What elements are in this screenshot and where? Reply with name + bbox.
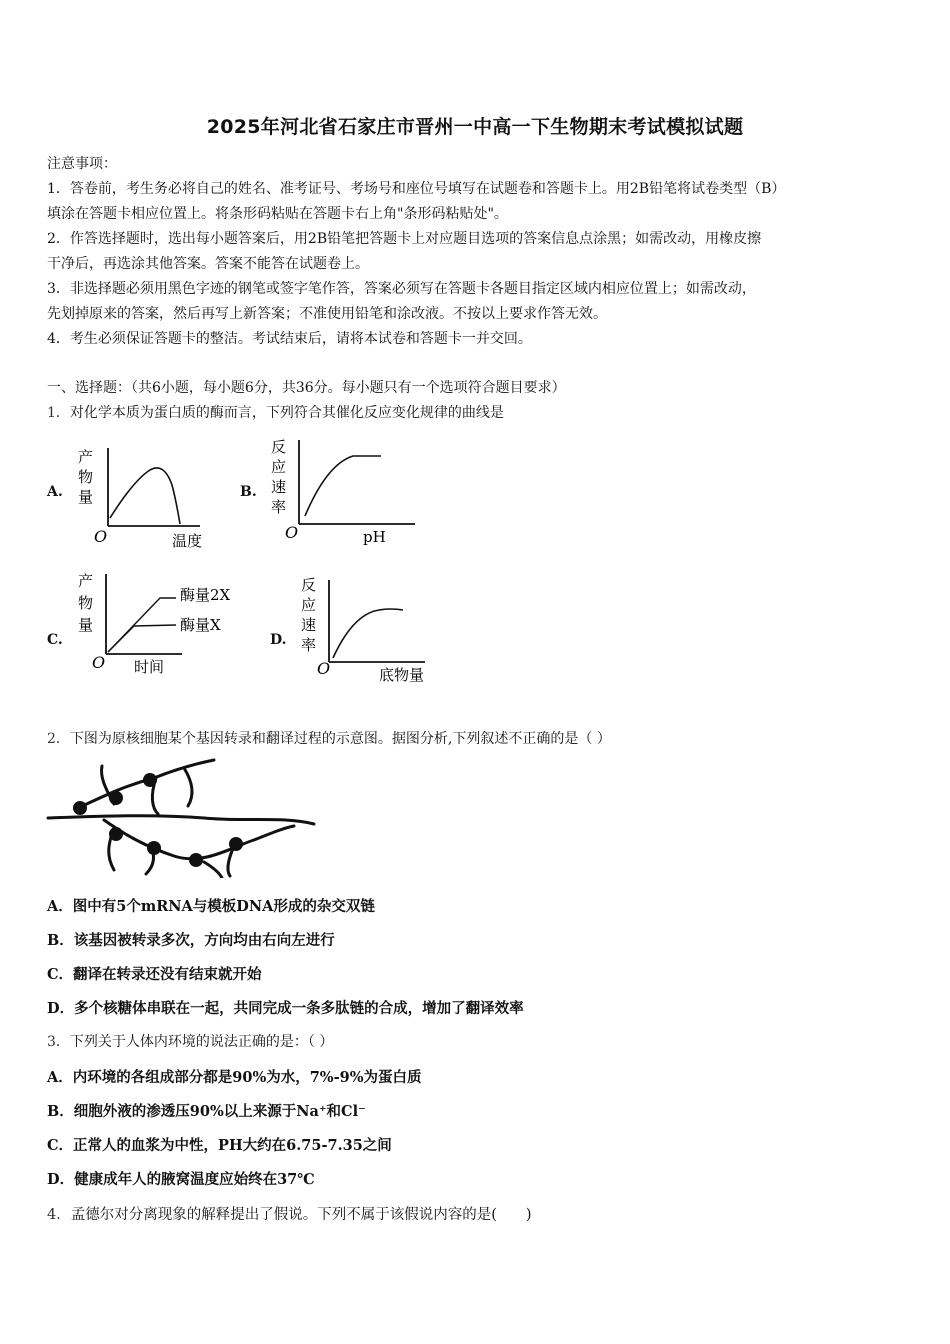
- option-letter: C．: [47, 966, 74, 983]
- mrna-lower: [104, 820, 294, 859]
- question-stem: 下列关于人体内环境的说法正确的是：（ ）: [69, 1034, 334, 1050]
- graph-a-origin: O: [94, 527, 108, 546]
- question-4: [47, 1203, 532, 1224]
- notice-line: 2．作答选择题时，选出每小题答案后，用2B铅笔把答题卡上对应题目选项的答案信息点涂黑；如需改动，用橡皮擦: [47, 231, 762, 247]
- section-heading: 一、选择题：（共6小题，每小题6分，共36分。每小题只有一个选项符合题目要求）: [47, 380, 566, 396]
- transcription-translation-diagram: [44, 756, 324, 878]
- q2-option-d[interactable]: [47, 997, 524, 1018]
- graph-d-ylabel: 速: [301, 616, 317, 634]
- option-text: 多个核糖体串联在一起，共同完成一条多肽链的合成，增加了翻译效率: [74, 1000, 524, 1017]
- question-number: 3．: [47, 1034, 70, 1050]
- ribosome: [109, 791, 123, 805]
- option-letter: C．: [47, 1137, 74, 1154]
- graph-b-ylabel: 速: [271, 478, 287, 496]
- question-stem: 下图为原核细胞某个基因转录和翻译过程的示意图。据图分析,下列叙述不正确的是（ ）: [69, 731, 611, 747]
- graph-c-ylabel: 量: [78, 616, 94, 634]
- q3-option-a[interactable]: [47, 1066, 421, 1087]
- q3-option-b[interactable]: [47, 1100, 366, 1121]
- graph-a-ylabel: 物: [78, 468, 94, 486]
- question-1: [47, 402, 504, 422]
- graph-c-label: C.: [47, 632, 63, 648]
- option-text: 正常人的血浆为中性，PH大约在6.75-7.35之间: [73, 1137, 392, 1154]
- graph-d-xlabel: 底物量: [379, 666, 425, 684]
- graph-c-ylabel: 物: [78, 594, 94, 612]
- graph-a-xlabel: 温度: [172, 532, 203, 550]
- graph-c-xlabel: 时间: [134, 658, 165, 676]
- graph-d: [295, 574, 455, 690]
- graph-c-origin: O: [92, 653, 106, 672]
- graph-a-label: A.: [47, 484, 63, 500]
- question-3: [47, 1031, 333, 1051]
- ribosome: [143, 773, 157, 787]
- dna-strand: [48, 816, 314, 824]
- graph-c-legend-2x: 酶量2X: [180, 586, 231, 604]
- option-text: 该基因被转录多次，方向均由右向左进行: [73, 932, 335, 949]
- q2-option-c[interactable]: [47, 963, 262, 984]
- option-text: 健康成年人的腋窝温度应始终在37℃: [74, 1171, 315, 1188]
- notice-heading: 注意事项：: [47, 156, 117, 172]
- notice-line: 干净后，再选涂其他答案。答案不能答在试题卷上。: [47, 256, 369, 272]
- question-number: 4．: [47, 1207, 71, 1223]
- ribosome: [189, 853, 203, 867]
- page-title: 2025年河北省石家庄市晋州一中高一下生物期末考试模拟试题: [206, 116, 744, 138]
- question-2: [47, 728, 611, 748]
- ribosome: [73, 801, 87, 815]
- option-letter: B．: [47, 932, 74, 949]
- question-stem: 对化学本质为蛋白质的酶而言，下列符合其催化反应变化规律的曲线是: [69, 405, 504, 421]
- graph-c-curve-x: [108, 625, 176, 652]
- graph-a-ylabel: 量: [78, 488, 94, 506]
- graph-a-curve: [110, 468, 180, 524]
- option-letter: A．: [47, 1069, 73, 1086]
- graph-d-curve: [333, 609, 403, 658]
- notice-line: 4．考生必须保证答题卡的整洁。考试结束后，请将本试卷和答题卡一并交回。: [47, 331, 532, 347]
- polypeptide: [204, 862, 222, 878]
- option-letter: B．: [47, 1103, 74, 1120]
- option-letter: D．: [47, 1171, 75, 1188]
- option-letter: D．: [47, 1000, 75, 1017]
- graph-c-legend-x: 酶量X: [180, 616, 221, 634]
- notice-line: 1．答卷前，考生务必将自己的姓名、准考证号、考场号和座位号填写在试题卷和答题卡上。用2B铅笔将试卷类型（B）: [47, 181, 786, 197]
- graph-b-xlabel: pH: [363, 528, 386, 546]
- graph-a-ylabel: 产: [78, 448, 94, 466]
- q3-option-d[interactable]: [47, 1168, 315, 1189]
- polypeptide: [184, 768, 192, 806]
- graph-c: [72, 568, 252, 686]
- notice-line: 填涂在答题卡相应位置上。将条形码粘贴在答题卡右上角"条形码粘贴处"。: [47, 206, 508, 222]
- option-letter: A．: [47, 898, 73, 915]
- graph-d-ylabel: 率: [301, 636, 317, 654]
- graph-b-label: B.: [240, 484, 257, 500]
- graph-b: [265, 434, 425, 550]
- option-text: 内环境的各组成部分都是90%为水，7%-9%为蛋白质: [72, 1069, 422, 1086]
- graph-d-ylabel: 反: [301, 576, 317, 594]
- q2-option-b[interactable]: [47, 929, 335, 950]
- notice-line: 3．非选择题必须用黑色字迹的钢笔或签字笔作答，答案必须写在答题卡各题目指定区域内相应位置上；如需改动，: [47, 281, 756, 297]
- ribosome: [147, 841, 161, 855]
- graph-b-origin: O: [285, 523, 299, 542]
- ribosome: [229, 837, 243, 851]
- option-text: 图中有5个mRNA与模板DNA形成的杂交双链: [72, 898, 375, 915]
- graph-b-ylabel: 应: [271, 458, 287, 476]
- question-number: 1．: [47, 405, 70, 421]
- q3-option-c[interactable]: [47, 1134, 392, 1155]
- graph-b-ylabel: 率: [271, 498, 287, 516]
- option-text: 翻译在转录还没有结束就开始: [73, 966, 262, 983]
- graph-b-ylabel: 反: [271, 438, 287, 456]
- question-stem: 孟德尔对分离现象的解释提出了假说。下列不属于该假说内容的是( ): [70, 1207, 532, 1223]
- question-number: 2．: [47, 731, 70, 747]
- graph-d-label: D.: [270, 632, 287, 648]
- graph-c-ylabel: 产: [78, 572, 94, 590]
- graph-a: [72, 440, 222, 550]
- notice-line: 先划掉原来的答案，然后再写上新答案；不准使用铅笔和涂改液。不按以上要求作答无效。: [47, 306, 607, 322]
- graph-d-ylabel: 应: [301, 596, 317, 614]
- ribosome: [109, 827, 123, 841]
- graph-d-origin: O: [317, 659, 331, 678]
- q2-option-a[interactable]: [47, 895, 375, 916]
- graph-b-curve: [305, 456, 381, 516]
- option-text: 细胞外液的渗透压90%以上来源于Na⁺和Cl⁻: [73, 1103, 366, 1120]
